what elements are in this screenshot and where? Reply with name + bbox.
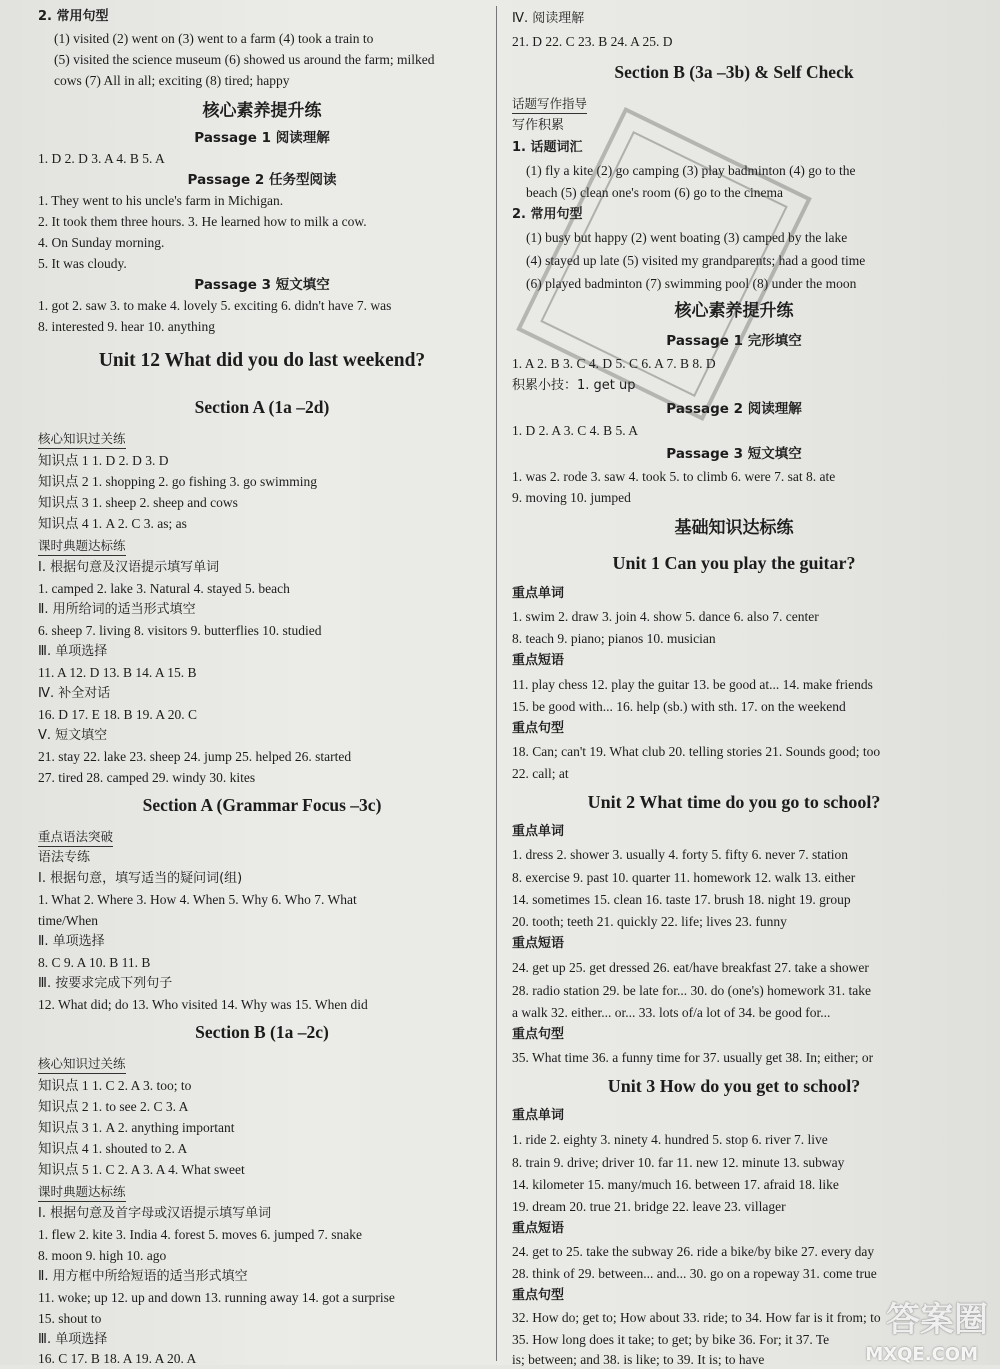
exercise-heading: 重点句型: [512, 1027, 565, 1042]
answer-line: 4. On Sunday morning.: [38, 235, 165, 250]
answer-line: 知识点 4 1. A 2. C 3. as; as: [38, 516, 187, 531]
section-title: Section A (Grammar Focus –3c): [142, 795, 382, 815]
answer-line: 24. get to 25. take the subway 26. ride a bike/by bike 27. every day: [512, 1244, 875, 1259]
answer-line: (6) played badminton (7) swimming pool (8) under the moon: [526, 276, 857, 291]
passage-heading: Passage 1 阅读理解: [194, 130, 330, 146]
exercise-heading: 写作积累: [512, 118, 565, 133]
answer-line: 8. interested 9. hear 10. anything: [38, 319, 215, 334]
answer-line: is; between; and 38. is like; to 39. It is; to have: [512, 1352, 765, 1367]
answer-line: 28. think of 29. between... and... 30. go on a ropeway 31. come true: [512, 1266, 877, 1281]
unit-title: Unit 2 What time do you go to school?: [587, 792, 881, 812]
passage-heading: Passage 2 阅读理解: [666, 401, 802, 417]
exercise-heading: Ⅳ. 阅读理解: [512, 11, 585, 26]
answer-line: 12. What did; do 13. Who visited 14. Why was 15. When did: [38, 997, 368, 1012]
answer-line: 1. swim 2. draw 3. join 4. show 5. dance 6. also 7. center: [512, 609, 819, 624]
answer-line: 6. sheep 7. living 8. visitors 9. butterflies 10. studied: [38, 623, 322, 638]
answer-line: 1. D 2. D 3. A 4. B 5. A: [38, 151, 165, 166]
answer-line: 知识点 4 1. shouted to 2. A: [38, 1141, 188, 1156]
answer-line: 21. D 22. C 23. B 24. A 25. D: [512, 34, 673, 49]
answer-line: (4) stayed up late (5) visited my grandparents; had a good time: [526, 253, 866, 268]
exercise-heading: 2. 常用句型: [512, 207, 583, 222]
watermark-url: MXQE.COM: [865, 1344, 978, 1365]
answer-line: 1. They went to his uncle's farm in Michigan.: [38, 193, 284, 208]
exercise-heading: Ⅱ. 用所给词的适当形式填空: [38, 602, 196, 617]
tag-label: 课时典题达标练: [38, 537, 126, 556]
exercise-heading: 重点短语: [512, 936, 565, 951]
exercise-heading: Ⅰ. 根据句意及汉语提示填写单词: [38, 560, 220, 575]
answer-line: 知识点 2 1. shopping 2. go fishing 3. go swimming: [38, 474, 318, 489]
answer-line: 1. got 2. saw 3. to make 4. lovely 5. exciting 6. didn't have 7. was: [38, 298, 392, 313]
answer-line: 18. Can; can't 19. What club 20. telling stories 21. Sounds good; too: [512, 744, 881, 759]
exercise-heading: 1. 话题词汇: [512, 140, 583, 155]
answer-line: 27. tired 28. camped 29. windy 30. kites: [38, 770, 256, 785]
answer-line: 1. D 2. A 3. C 4. B 5. A: [512, 423, 639, 438]
answer-line: beach (5) clean one's room (6) go to the cinema: [526, 185, 783, 200]
heading-common-sentences: 2. 常用句型: [38, 9, 109, 24]
answer-line: 28. radio station 29. be late for... 30. do (one's) homework 31. take: [512, 983, 871, 998]
answer-line: 知识点 1 1. C 2. A 3. too; to: [38, 1078, 192, 1093]
answer-line: 9. moving 10. jumped: [512, 490, 631, 505]
answer-line: 14. kilometer 15. many/much 16. between 17. afraid 18. like: [512, 1177, 839, 1192]
passage-heading: Passage 2 任务型阅读: [187, 172, 337, 188]
answer-line: (1) busy but happy (2) went boating (3) camped by the lake: [526, 230, 848, 245]
exercise-heading: 重点句型: [512, 721, 565, 736]
section-title: Section B (1a –2c): [195, 1022, 329, 1042]
answer-line: 1. was 2. rode 3. saw 4. took 5. to climb 6. were 7. sat 8. ate: [512, 469, 836, 484]
section-heading: 核心素养提升练: [202, 101, 322, 121]
exercise-heading: Ⅲ. 按要求完成下列句子: [38, 976, 173, 991]
exercise-heading: Ⅲ. 单项选择: [38, 1332, 108, 1347]
section-title: Section B (3a –3b) & Self Check: [614, 62, 854, 82]
answer-line: 1. flew 2. kite 3. India 4. forest 5. moves 6. jumped 7. snake: [38, 1227, 362, 1242]
section-heading: 基础知识达标练: [674, 518, 794, 538]
answer-line: 22. call; at: [512, 766, 569, 781]
unit-title: Unit 1 Can you play the guitar?: [612, 553, 856, 573]
answer-line: 11. A 12. D 13. B 14. A 15. B: [38, 665, 197, 680]
answer-line: cows (7) All in all; exciting (8) tired; happy: [54, 73, 290, 88]
passage-heading: Passage 3 短文填空: [666, 446, 802, 462]
answer-line: (1) visited (2) went on (3) went to a farm (4) took a train to: [54, 31, 374, 46]
exercise-heading: Ⅳ. 补全对话: [38, 686, 111, 701]
answer-line: 知识点 3 1. sheep 2. sheep and cows: [38, 495, 238, 510]
answer-line: 24. get up 25. get dressed 26. eat/have breakfast 27. take a shower: [512, 960, 869, 975]
answer-line: 知识点 1 1. D 2. D 3. D: [38, 453, 169, 468]
answer-line: 16. D 17. E 18. B 19. A 20. C: [38, 707, 198, 722]
answer-line: (5) visited the science museum (6) showed us around the farm; milked: [54, 52, 435, 67]
answer-line: 积累小技：1. get up: [512, 378, 636, 393]
exercise-heading: Ⅴ. 短文填空: [38, 728, 108, 743]
answer-line: time/When: [38, 913, 98, 928]
answer-line: 8. teach 9. piano; pianos 10. musician: [512, 631, 716, 646]
tag-label: 话题写作指导: [512, 95, 587, 114]
answer-line: 1. ride 2. eighty 3. ninety 4. hundred 5. stop 6. river 7. live: [512, 1132, 828, 1147]
answer-line: 14. sometimes 15. clean 16. taste 17. brush 18. night 19. group: [512, 892, 851, 907]
exercise-heading: Ⅲ. 单项选择: [38, 644, 108, 659]
answer-line: 35. What time 36. a funny time for 37. usually get 38. In; either; or: [512, 1050, 874, 1065]
tag-label: 核心知识过关练: [38, 1055, 126, 1074]
tag-label: 课时典题达标练: [38, 1183, 126, 1202]
answer-line: 11. woke; up 12. up and down 13. running away 14. got a surprise: [38, 1290, 395, 1305]
answer-line: 5. It was cloudy.: [38, 256, 127, 271]
exercise-heading: 重点短语: [512, 1221, 565, 1236]
answer-line: 2. It took them three hours. 3. He learned how to milk a cow.: [38, 214, 367, 229]
answer-line: 15. shout to: [38, 1311, 102, 1326]
answer-line: 知识点 3 1. A 2. anything important: [38, 1120, 235, 1135]
answer-line: 35. How long does it take; to get; by bike 36. For; it 37. Te: [512, 1332, 830, 1347]
answer-line: 21. stay 22. lake 23. sheep 24. jump 25. helped 26. started: [38, 749, 352, 764]
unit-title: Unit 3 How do you get to school?: [607, 1076, 861, 1096]
answer-line: 11. play chess 12. play the guitar 13. be good at... 14. make friends: [512, 677, 873, 692]
tag-label: 核心知识过关练: [38, 430, 126, 449]
answer-line: 1. dress 2. shower 3. usually 4. forty 5. fifty 6. never 7. station: [512, 847, 848, 862]
exercise-heading: 重点单词: [512, 1108, 565, 1123]
passage-heading: Passage 1 完形填空: [666, 333, 802, 349]
column-divider: [496, 6, 497, 1361]
answer-line: 16. C 17. B 18. A 19. A 20. A: [38, 1351, 197, 1366]
exercise-heading: 语法专练: [38, 850, 91, 865]
answer-line: 1. What 2. Where 3. How 4. When 5. Why 6. Who 7. What: [38, 892, 357, 907]
answer-line: 15. be good with... 16. help (sb.) with sth. 17. on the weekend: [512, 699, 846, 714]
answer-line: 8. train 9. drive; driver 10. far 11. new 12. minute 13. subway: [512, 1155, 845, 1170]
section-heading: 核心素养提升练: [674, 301, 794, 321]
unit-title: Unit 12 What did you do last weekend?: [98, 350, 426, 371]
exercise-heading: 重点单词: [512, 586, 565, 601]
answer-line: a walk 32. either... or... 33. lots of/a lot of 34. be good for...: [512, 1005, 831, 1020]
passage-heading: Passage 3 短文填空: [194, 277, 330, 293]
answer-line: 32. How do; get to; How about 33. ride; to 34. How far is it from; to: [512, 1310, 881, 1325]
exercise-heading: Ⅰ. 根据句意，填写适当的疑问词(组): [38, 871, 243, 886]
exercise-heading: Ⅱ. 用方框中所给短语的适当形式填空: [38, 1269, 248, 1284]
exercise-heading: Ⅰ. 根据句意及首字母或汉语提示填写单词: [38, 1206, 272, 1221]
answer-line: (1) fly a kite (2) go camping (3) play badminton (4) go to the: [526, 163, 856, 178]
answer-line: 知识点 5 1. C 2. A 3. A 4. What sweet: [38, 1162, 245, 1177]
answer-line: 8. exercise 9. past 10. quarter 11. homework 12. walk 13. either: [512, 870, 856, 885]
answer-line: 1. A 2. B 3. C 4. D 5. C 6. A 7. B 8. D: [512, 356, 716, 371]
tag-label: 重点语法突破: [38, 828, 113, 847]
answer-line: 知识点 2 1. to see 2. C 3. A: [38, 1099, 189, 1114]
section-title: Section A (1a –2d): [194, 397, 330, 417]
exercise-heading: 重点单词: [512, 824, 565, 839]
exercise-heading: 重点句型: [512, 1288, 565, 1303]
answer-line: 8. moon 9. high 10. ago: [38, 1248, 167, 1263]
answer-line: 1. camped 2. lake 3. Natural 4. stayed 5. beach: [38, 581, 290, 596]
exercise-heading: Ⅱ. 单项选择: [38, 934, 105, 949]
answer-line: 8. C 9. A 10. B 11. B: [38, 955, 151, 970]
watermark-logo: 答案圈: [886, 1300, 988, 1340]
exercise-heading: 重点短语: [512, 653, 565, 668]
answer-line: 20. tooth; teeth 21. quickly 22. life; lives 23. funny: [512, 914, 787, 929]
answer-line: 19. dream 20. true 21. bridge 22. leave 23. villager: [512, 1199, 786, 1214]
